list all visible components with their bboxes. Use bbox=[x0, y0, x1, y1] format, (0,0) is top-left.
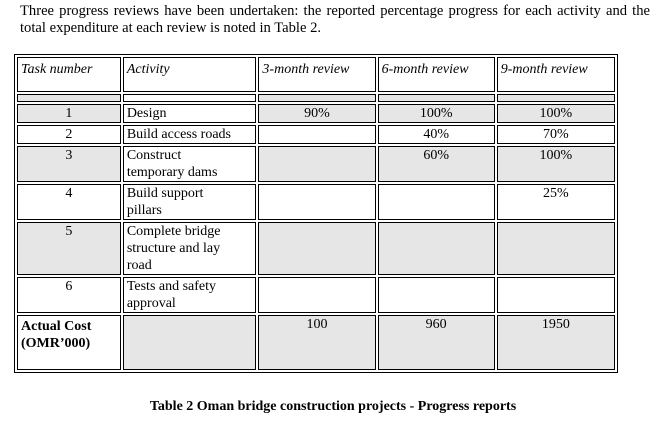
activity-line: road bbox=[126, 258, 152, 273]
review-3-month-value bbox=[258, 277, 375, 313]
review-6-month-value bbox=[378, 222, 495, 275]
table-row bbox=[17, 184, 615, 220]
actual-cost-3-month: 100 bbox=[258, 315, 375, 370]
activity-line: Design bbox=[126, 106, 167, 121]
actual-cost-label-line-2: (OMR’000) bbox=[21, 336, 91, 351]
intro-line-1: Three progress reviews have been undertaken: the reported percentage progress for each activity bbox=[20, 3, 601, 19]
activity-cell bbox=[123, 146, 257, 182]
actual-cost-activity-empty bbox=[123, 315, 257, 370]
actual-cost-label bbox=[17, 315, 121, 370]
activity-line: pillars bbox=[126, 203, 162, 218]
task-number: 4 bbox=[17, 184, 121, 220]
review-6-month-value: 60% bbox=[378, 146, 495, 182]
actual-cost-label-line-1: Actual Cost bbox=[21, 319, 92, 334]
table-caption: Table 2 Oman bridge construction projects - Progress reports bbox=[149, 399, 517, 414]
header-6-month: 6-month review bbox=[378, 57, 495, 92]
actual-cost-9-month: 1950 bbox=[497, 315, 615, 370]
activity-cell bbox=[123, 222, 257, 275]
table-row bbox=[17, 222, 615, 275]
task-number: 6 bbox=[17, 277, 121, 313]
review-3-month-value bbox=[258, 125, 375, 144]
review-3-month-value bbox=[258, 184, 375, 220]
review-9-month-value bbox=[497, 277, 615, 313]
activity-cell bbox=[123, 184, 257, 220]
table-row bbox=[17, 277, 615, 313]
activity-line: Tests and safety bbox=[126, 279, 217, 294]
activity-cell bbox=[123, 277, 257, 313]
task-number: 5 bbox=[17, 222, 121, 275]
separator-row bbox=[17, 94, 615, 102]
header-3-month: 3-month review bbox=[258, 57, 375, 92]
review-3-month-value bbox=[258, 146, 375, 182]
activity-cell bbox=[123, 125, 257, 144]
review-9-month-value bbox=[497, 222, 615, 275]
activity-line: structure and lay bbox=[126, 241, 221, 256]
task-number: 3 bbox=[17, 146, 121, 182]
intro-line-2: and the total expenditure at each review is noted in Table 2. bbox=[20, 3, 650, 36]
task-number: 2 bbox=[17, 125, 121, 144]
activity-line: approval bbox=[126, 296, 176, 311]
header-activity: Activity bbox=[123, 57, 257, 92]
header-row bbox=[17, 57, 615, 92]
activity-line: Construct bbox=[126, 148, 182, 163]
activity-line: Complete bridge bbox=[126, 224, 221, 239]
activity-line: Build access roads bbox=[126, 127, 232, 142]
activity-line: Build support bbox=[126, 186, 204, 201]
review-9-month-value: 100% bbox=[497, 146, 615, 182]
actual-cost-6-month: 960 bbox=[378, 315, 495, 370]
intro-paragraph bbox=[20, 3, 650, 36]
review-9-month-value: 70% bbox=[497, 125, 615, 144]
header-9-month: 9-month review bbox=[497, 57, 615, 92]
header-task-number: Task number bbox=[17, 57, 121, 92]
progress-table bbox=[14, 54, 618, 373]
review-3-month-value bbox=[258, 222, 375, 275]
review-6-month-value bbox=[378, 277, 495, 313]
review-9-month-value: 100% bbox=[497, 104, 615, 123]
table-row bbox=[17, 146, 615, 182]
actual-cost-row bbox=[17, 315, 615, 370]
table-row bbox=[17, 125, 615, 144]
activity-line: temporary dams bbox=[126, 165, 218, 180]
review-3-month-value: 90% bbox=[258, 104, 375, 123]
task-number: 1 bbox=[17, 104, 121, 123]
review-6-month-value: 40% bbox=[378, 125, 495, 144]
table-row bbox=[17, 104, 615, 123]
review-9-month-value: 25% bbox=[497, 184, 615, 220]
review-6-month-value: 100% bbox=[378, 104, 495, 123]
activity-cell bbox=[123, 104, 257, 123]
review-6-month-value bbox=[378, 184, 495, 220]
